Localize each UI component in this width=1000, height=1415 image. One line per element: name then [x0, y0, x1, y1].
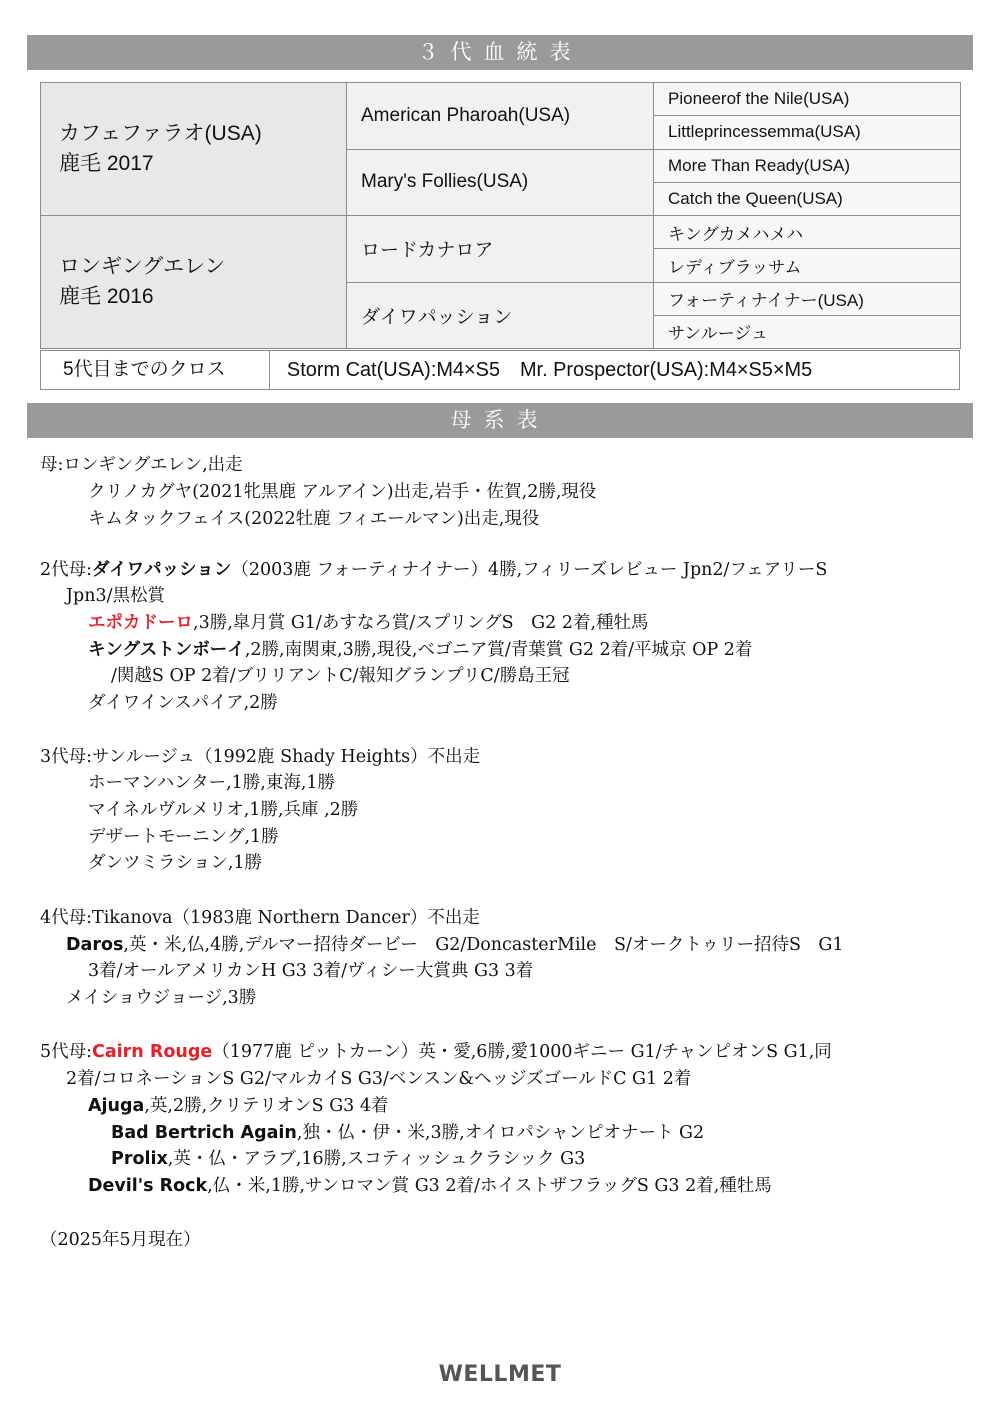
family-line: デザートモーニング,1勝 [88, 827, 279, 847]
horse-name-bold: Devil's Rock [88, 1176, 208, 1196]
family-detail: （1977鹿 ピットカーン）英・愛,6勝,愛1000ギニー G1/チャンピオンS G1,同 [212, 1042, 832, 1062]
sire-sire-dam: Littleprincessemma(USA) [654, 116, 961, 149]
cross-label: 5代目までのクロス [41, 351, 270, 389]
family-line: 2着/コロネーションS G2/マルカイS G3/ベンスン&ヘッジズゴールドC G1 2着 [66, 1069, 692, 1089]
family-line: ダイワインスパイア,2勝 [88, 693, 278, 713]
family-line: クリノカグヤ(2021牝黒鹿 アルアイン)出走,岩手・佐賀,2勝,現役 [88, 482, 597, 502]
family-line [111, 1146, 585, 1173]
family-line: メイショウジョージ,3勝 [66, 988, 257, 1008]
dam-dam: ダイワパッション [347, 282, 654, 349]
family-line-dam: 母:ロンギングエレン,出走 [40, 455, 243, 475]
sire-dam-dam: Catch the Queen(USA) [654, 182, 961, 215]
horse-name-bold: Prolix [111, 1149, 168, 1169]
inbreeding-cross-row [40, 350, 960, 390]
family-detail: ,英,2勝,クリテリオンS G3 4着 [144, 1096, 389, 1116]
family-detail: ,3勝,皐月賞 G1/あすなろ賞/スプリングS G2 2着,種牡馬 [193, 613, 649, 633]
dam-dam-dam: サンルージュ [654, 315, 961, 348]
family-prefix: 2代母: [40, 560, 93, 580]
horse-name-bold: Ajuga [88, 1096, 145, 1116]
family-detail: （2003鹿 フォーティナイナー）4勝,フィリーズレビュー Jpn2/フェアリーS [231, 560, 828, 580]
sire-cell [41, 83, 347, 216]
cross-value: Storm Cat(USA):M4×S5 Mr. Prospector(USA):M4×S5×M5 [286, 359, 813, 381]
family-line [66, 932, 844, 959]
dam-sire-sire: キングカメハメハ [654, 216, 961, 249]
horse-name-bold: Daros [66, 935, 124, 955]
family-line [111, 1120, 704, 1147]
horse-name-bold: キングストンボーイ [88, 640, 245, 660]
horse-name-highlight: エポカドーロ [88, 613, 193, 633]
family-line: キムタックフェイス(2022牡鹿 フィエールマン)出走,現役 [88, 509, 540, 529]
family-line: 3着/オールアメリカンH G3 3着/ヴィシー大賞典 G3 3着 [88, 961, 534, 981]
family-line: マイネルヴルメリオ,1勝,兵庫 ,2勝 [88, 800, 359, 820]
dam-name: ロンギングエレン [59, 255, 226, 278]
family-detail: ,英・米,仏,4勝,デルマー招待ダービー G2/DoncasterMile S/オークトゥリー招待S G1 [123, 935, 844, 955]
sire-name: カフェファラオ(USA) [59, 122, 262, 145]
pedigree-table [40, 82, 961, 349]
family-line: ホーマンハンター,1勝,東海,1勝 [88, 773, 336, 793]
family-prefix: 5代母: [40, 1042, 93, 1062]
family-line-3rd-dam: 3代母:サンルージュ（1992鹿 Shady Heights）不出走 [40, 747, 481, 767]
family-line-4th-dam: 4代母:Tikanova（1983鹿 Northern Dancer）不出走 [40, 908, 480, 928]
horse-name-bold: Bad Bertrich Again [111, 1123, 297, 1143]
horse-name-highlight: Cairn Rouge [92, 1042, 213, 1062]
horse-name-bold: ダイワパッション [92, 560, 232, 580]
sire-sire-sire: Pioneerof the Nile(USA) [654, 83, 961, 116]
family-line: ダンツミラション,1勝 [88, 853, 263, 873]
family-line [88, 1093, 389, 1120]
dam-cell [41, 216, 347, 349]
family-line: /関越S OP 2着/ブリリアントC/報知グランプリC/勝島王冠 [111, 666, 570, 686]
sire-info: 鹿毛 2017 [59, 152, 154, 175]
family-detail: ,仏・米,1勝,サンロマン賞 G3 2着/ホイストザフラッグS G3 2着,種牡馬 [207, 1176, 772, 1196]
family-detail: ,独・仏・伊・米,3勝,オイロパシャンピオナート G2 [296, 1123, 705, 1143]
dam-sire: ロードカナロア [347, 216, 654, 283]
family-line [88, 1173, 772, 1200]
wellmet-logo: WELLMET [438, 1362, 562, 1387]
sire-dam-sire: More Than Ready(USA) [654, 149, 961, 182]
family-line: Jpn3/黒松賞 [66, 586, 166, 606]
family-line [88, 637, 752, 664]
family-detail: ,英・仏・アラブ,16勝,スコティッシュクラシック G3 [167, 1149, 586, 1169]
family-detail: ,2勝,南関東,3勝,現役,ベゴニア賞/青葉賞 G2 2着/平城京 OP 2着 [244, 640, 753, 660]
dam-sire-dam: レディブラッサム [654, 249, 961, 282]
dam-info: 鹿毛 2016 [59, 285, 154, 308]
as-of-date: （2025年5月現在） [40, 1230, 201, 1250]
family-line-2nd-dam [40, 557, 827, 584]
pedigree-header: ３代血統表 [27, 35, 973, 70]
sire-dam: Mary's Follies(USA) [347, 149, 654, 216]
family-line-5th-dam [40, 1039, 832, 1066]
sire-sire: American Pharoah(USA) [347, 83, 654, 150]
family-line [88, 610, 649, 637]
dam-dam-sire: フォーティナイナー(USA) [654, 282, 961, 315]
family-header: 母系表 [27, 403, 973, 438]
